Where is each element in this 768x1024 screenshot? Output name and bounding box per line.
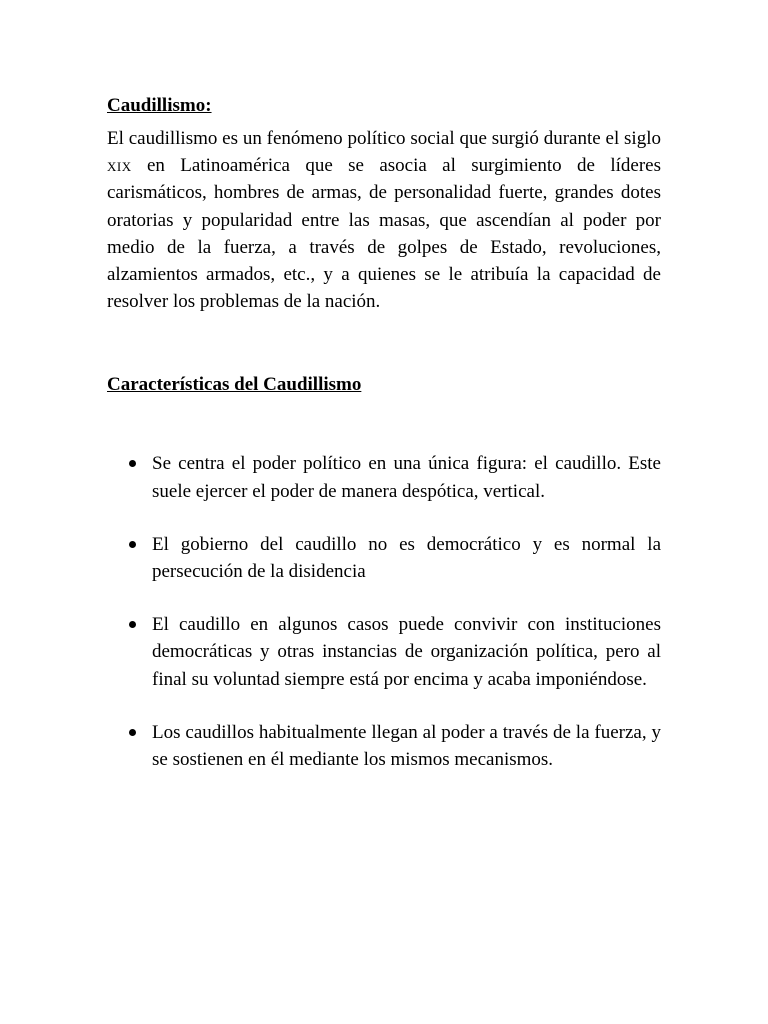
characteristics-list	[107, 450, 661, 773]
list-item	[107, 450, 661, 504]
paragraph-text-end: en Latinoamérica que se asocia al surgimiento de líderes carismáticos, hombres de armas, de personalidad fuerte, grandes dotes oratorias y popularidad entre las masas, que ascendían al poder por medio de la fuerza, a través de golpes de Estado, revoluciones, alzamientos armados, etc., y a quienes se le atribuía la capacidad de resolver los problemas de la nación.	[107, 155, 661, 313]
list-item-text: El gobierno del caudillo no es democrático y es normal la persecución de la disidencia	[152, 533, 661, 583]
list-item-text: El caudillo en algunos casos puede convivir con instituciones democráticas y otras instancias de organización política, pero al final su voluntad siempre está por encima y acaba imponiéndose.	[152, 614, 661, 690]
roman-numeral-century: xix	[107, 155, 132, 177]
paragraph-text-start: El caudillismo es un fenómeno político social que surgió durante el siglo	[107, 128, 661, 149]
bullet-dot-icon	[129, 541, 136, 548]
section-heading-caudillismo: Caudillismo:	[107, 95, 212, 116]
list-item	[107, 611, 661, 693]
bullet-dot-icon	[129, 621, 136, 628]
list-item-text: Los caudillos habitualmente llegan al poder a través de la fuerza, y se sostienen en él mediante los mismos mecanismos.	[152, 721, 661, 771]
section-heading-caracteristicas: Características del Caudillismo	[107, 374, 362, 396]
list-item	[107, 719, 661, 773]
document-page	[107, 92, 661, 799]
definition-paragraph	[107, 125, 661, 315]
list-item	[107, 531, 661, 585]
list-item-text: Se centra el poder político en una única figura: el caudillo. Este suele ejercer el poder de manera despótica, vertical.	[152, 453, 661, 502]
bullet-dot-icon	[129, 729, 136, 736]
bullet-dot-icon	[129, 460, 136, 467]
